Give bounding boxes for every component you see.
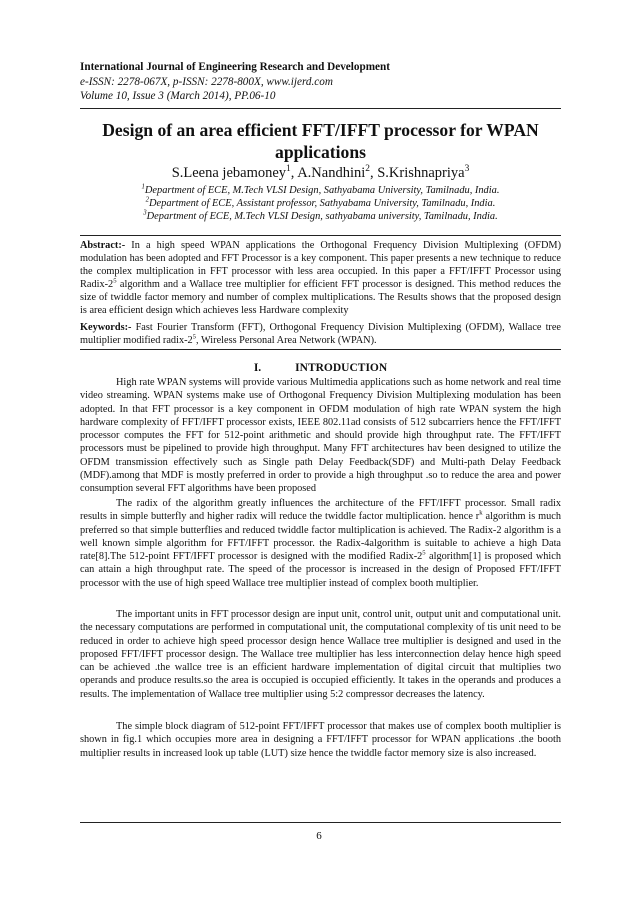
abstract-text-b: algorithm and a Wallace tree multiplier for efficient FFT processor is designed. This method reduces the size of twiddle factor memory and number of complex multiplications. The Results shows that the proposed design is area efficient design which achieves less Hardware complexity	[80, 279, 561, 317]
paragraph-4-text: The simple block diagram of 512-point FFT/IFFT processor that makes use of complex booth multiplier is shown in fig.1 which occupies more area in designing a FFT/IFFT processor for WPAN applications .the booth multiplier results in increased look up table (LUT) size hence the twiddle factor memory size is also increased.	[80, 721, 561, 759]
affiliations	[80, 184, 561, 223]
paragraph-2-sup-2: 5	[422, 549, 426, 557]
paragraph-2-text-a: The radix of the algorithm greatly influences the architecture of the FFT/IFFT processor. Small radix results in simple butterfly and higher radix will reduce the twiddle factor multiplication. hence r	[80, 498, 561, 523]
author-2-sup: 2	[365, 164, 370, 175]
affiliation-2-text: Department of ECE, Assistant professor, Sathyabama University, Tamilnadu, India.	[149, 198, 496, 209]
journal-volume: Volume 10, Issue 3 (March 2014), PP.06-10	[80, 90, 276, 102]
abstract-sup: 5	[113, 277, 117, 285]
author-2: A.Nandhini	[297, 165, 366, 181]
abstract-top-rule	[80, 235, 561, 236]
author-3: S.Krishnapriya	[377, 165, 465, 181]
footer-rule	[80, 822, 561, 823]
paragraph-2-sup-1: k	[479, 509, 483, 517]
paragraph-2-text-b: algorithm is much preferred so that simple butterflies and reduced twiddle factor multiplication is achieved. The Radix-2 algorithm is a well known simple algorithm for FFT/IFFT processor. the Radix-4algorithm is suitable to achieve a high Data rate[8].The 512-point FFT/IFFT processor is designed with the modified Radix-2	[80, 511, 561, 563]
abstract	[80, 239, 561, 318]
page-number: 6	[316, 830, 322, 842]
affiliation-1-sup: 1	[141, 183, 145, 191]
affiliation-3-text: Department of ECE, M.Tech VLSI Design, sathyabama university, Tamilnadu, India.	[146, 211, 498, 222]
keywords	[80, 321, 561, 347]
paragraph-4	[80, 720, 561, 760]
affiliation-1-text: Department of ECE, M.Tech VLSI Design, Sathyabama University, Tamilnadu, India.	[144, 185, 500, 196]
paragraph-1	[80, 376, 561, 496]
author-list	[80, 164, 561, 182]
paragraph-3-text: The important units in FFT processor design are input unit, control unit, output unit and computational unit. the necessary computations are performed in computational unit, the computational complexity of tis unit need to be reduced in order to achieve high speed processor design hence Wallace tree multiplier is designed and used in the proposed FFT/IFFT processor design. The Wallace tree multiplier has less interconnection delay hence high speed can be achieved .the wallce tree is an efficient hardware implementation of digital circuit that multiplies two operands and produce results.so the area is occupied is occupied efficiently. It takes in the operands and produces a results. The implementation of Wallace tree multiplier using 5:2 compressor decreases the latency.	[80, 609, 561, 700]
paper-title: Design of an area efficient FFT/IFFT processor for WPAN applications	[102, 120, 539, 162]
affiliation-3-sup: 3	[143, 209, 147, 217]
keywords-label: Keywords:-	[80, 322, 132, 333]
author-3-sup: 3	[464, 164, 470, 175]
section-title: INTRODUCTION	[295, 362, 388, 374]
affiliation-1	[80, 184, 561, 197]
author-sep: ,	[369, 165, 378, 181]
abstract-bottom-rule	[80, 349, 561, 350]
journal-name: International Journal of Engineering Research and Development	[80, 61, 390, 73]
author-1-sup: 1	[286, 164, 291, 175]
affiliation-3	[80, 210, 561, 223]
section-heading	[80, 361, 561, 375]
affiliation-2	[80, 197, 561, 210]
author-1: S.Leena jebamoney	[171, 165, 287, 181]
affiliation-2-sup: 2	[145, 196, 150, 204]
section-number: I.	[253, 362, 262, 374]
abstract-label: Abstract:-	[80, 240, 126, 251]
author-sep: ,	[290, 165, 298, 181]
paragraph-2	[80, 497, 561, 590]
keywords-text-a: Fast Fourier Transform (FFT), Orthogonal Frequency Division Multiplexing (OFDM), Wallace tree multiplier modified radix-2	[80, 322, 561, 347]
keywords-sup: 5	[192, 333, 197, 341]
paragraph-2-text-c: algorithm[1] is proposed which can attain a high throughput rate. The speed of the processor is increased in the design of Proposed FFT/IFFT processor with the use of high speed Wallace tree multiplier instead of complex booth multiplier.	[80, 551, 562, 589]
header-rule	[80, 108, 561, 109]
paragraph-3	[80, 608, 561, 701]
abstract-text-a: In a high speed WPAN applications the Orthogonal Frequency Division Multiplexing (OFDM) modulation has been adopted and FFT Processor is a key component. This paper presents a new technique to reduce the complex multiplication in FFT processor with less area occupied. In this paper a FFT/IFFT Processor using Radix-2	[80, 240, 561, 291]
journal-header	[80, 60, 560, 104]
keywords-text-b: , Wireless Personal Area Network (WPAN).	[196, 335, 377, 347]
paragraph-1-text: High rate WPAN systems will provide various Multimedia applications such as home network and real time video streaming. WPAN systems make use of Orthogonal Frequency Division Multiplexing modulation has been adopted. In that FFT processor is a key component in OFDM modulation of high rate WPAN system the high hardware complexity of FFT/IFFT processor exists, IEEE 802.11ad consists of 512 subcarriers hence the FFT/IFFT processor computes the FFT for 512-point arithmetic and should provide high throughput rate. The FFT/IFFT processors must be pipelined to provide high throughput. Many FFT architectures hav been designed to utilize the OFDM transmission effectively such as Single path Delay Feedback(SDF) and Multi-path Delay Feedback (MDF).among that MDF is mostly preferred in order to provide a high throughput .so to reduce the area and power consumption several FFT algorithms have been proposed	[80, 377, 561, 495]
journal-issn: e-ISSN: 2278-067X, p-ISSN: 2278-800X, www.ijerd.com	[80, 75, 333, 88]
